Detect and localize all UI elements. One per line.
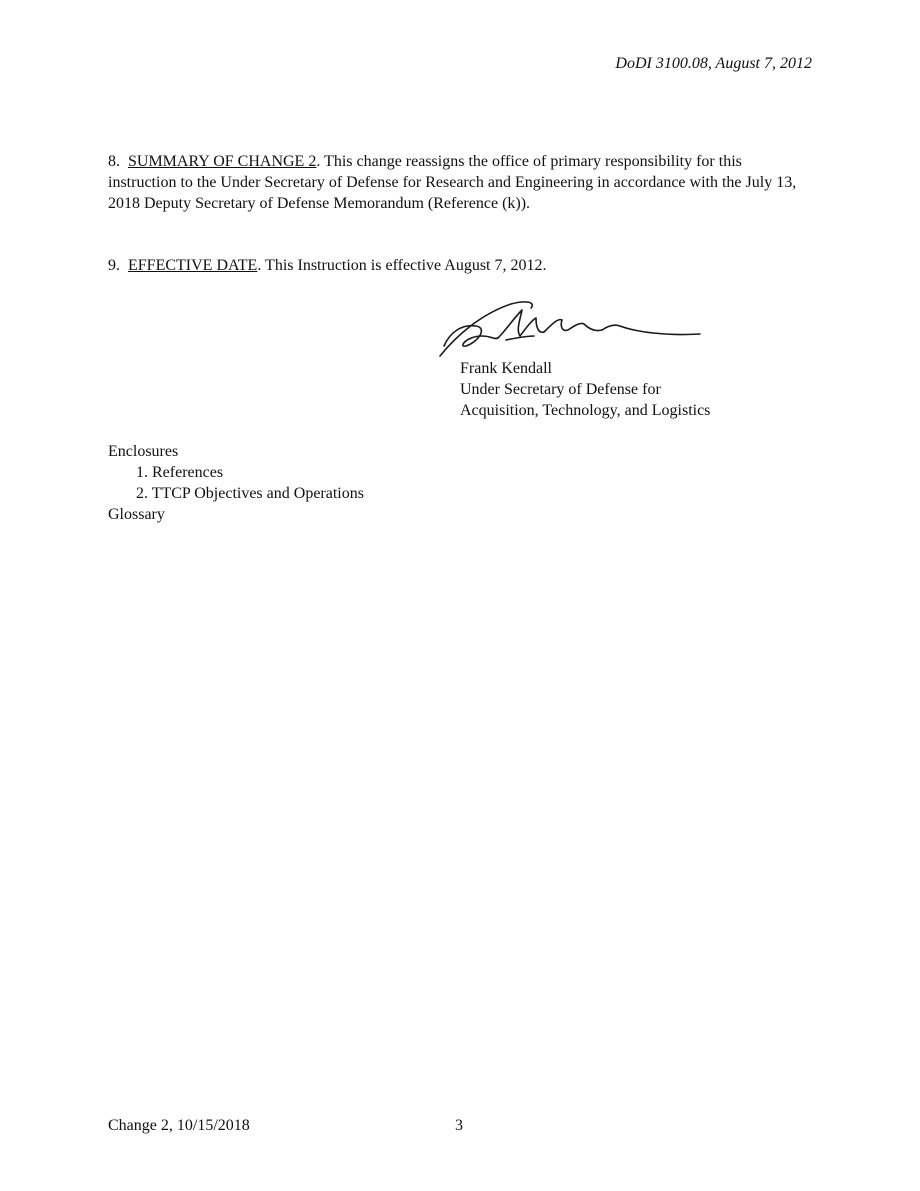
enclosure-item: 1. References <box>136 464 224 481</box>
handwritten-signature <box>436 296 706 360</box>
section-8-heading: SUMMARY OF CHANGE 2 <box>128 153 317 170</box>
section-8-body: . This change reassigns the office of primary responsibility for this instruction to the Under Secretary of Defense for Research and Engineering in accordance with the July 13, 2018 Deputy Secretary of Defense Memorandum (Reference (k)). <box>108 153 797 212</box>
enclosures-label: Enclosures <box>108 443 179 460</box>
section-8-paragraph <box>108 151 808 214</box>
signature-block <box>460 358 710 421</box>
signatory-title-line-2: Acquisition, Technology, and Logistics <box>460 402 711 419</box>
section-9-paragraph <box>108 255 808 276</box>
section-8-number: 8. <box>108 153 120 170</box>
enclosures-list <box>108 441 364 525</box>
glossary-label: Glossary <box>108 506 165 523</box>
section-9-number: 9. <box>108 257 120 274</box>
enclosure-item: 2. TTCP Objectives and Operations <box>136 485 364 502</box>
running-header: DoDI 3100.08, August 7, 2012 <box>615 55 812 72</box>
signatory-title-line-1: Under Secretary of Defense for <box>460 381 661 398</box>
footer-page-number: 3 <box>455 1117 463 1134</box>
section-9-body: . This Instruction is effective August 7, 2012. <box>257 257 547 274</box>
section-9-heading: EFFECTIVE DATE <box>128 257 258 274</box>
footer-change-date: Change 2, 10/15/2018 <box>108 1117 250 1134</box>
signatory-name: Frank Kendall <box>460 360 552 377</box>
